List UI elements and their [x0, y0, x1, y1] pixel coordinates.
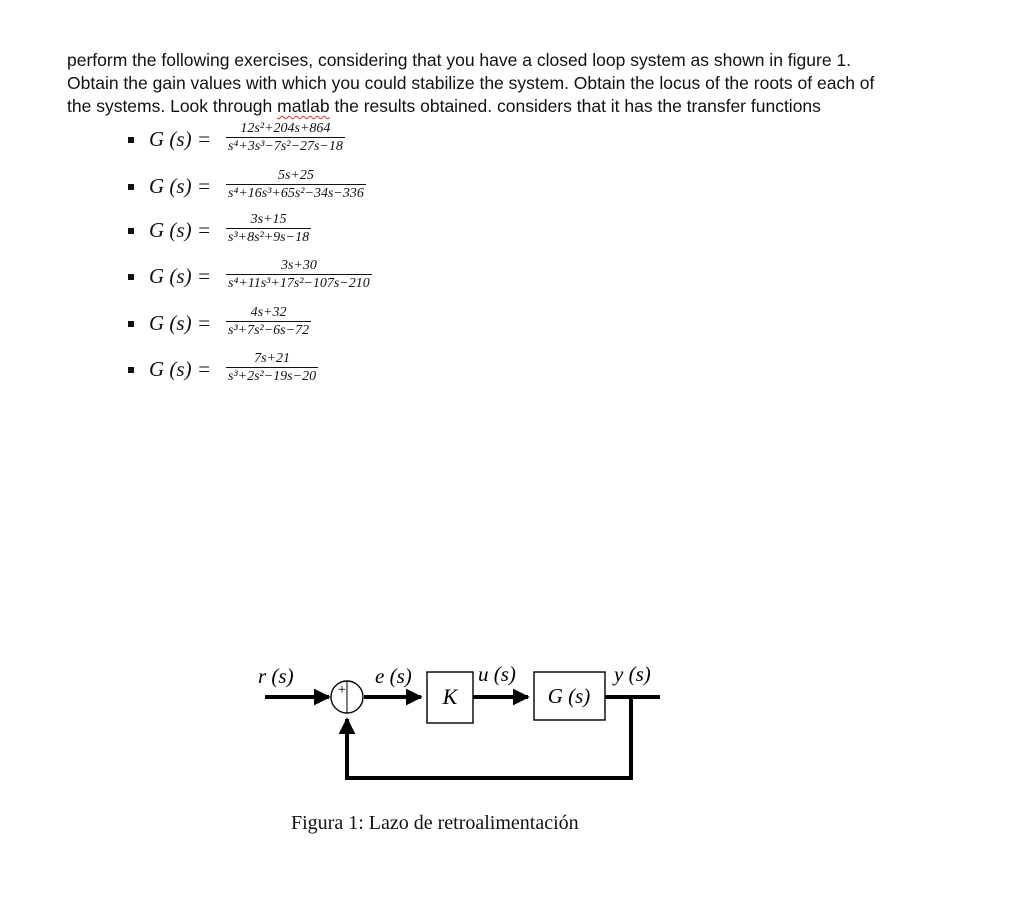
denominator: s³+8s²+9s−18 — [228, 230, 310, 245]
control-label: u (s) — [478, 662, 516, 686]
denominator: s³+7s²−6s−72 — [228, 323, 310, 338]
summing-sign: + — [337, 682, 347, 698]
denominator: s⁴+16s³+65s²−34s−336 — [228, 186, 364, 201]
numerator: 4s+32 — [250, 305, 287, 320]
transfer-function-lhs: G (s) = — [149, 357, 211, 381]
denominator: s⁴+11s³+17s²−107s−210 — [228, 276, 370, 291]
instructions-line-1: perform the following exercises, considering that you have a closed loop system as shown in figure 1. — [67, 50, 852, 70]
plant-label: G (s) — [547, 684, 591, 708]
transfer-function-lhs: G (s) = — [149, 127, 211, 151]
transfer-function-lhs: G (s) = — [149, 174, 211, 198]
numerator: 5s+25 — [277, 168, 314, 183]
numerator: 3s+15 — [250, 212, 287, 227]
transfer-function-lhs: G (s) = — [149, 218, 211, 242]
numerator: 7s+21 — [254, 351, 290, 366]
numerator: 3s+30 — [280, 258, 317, 273]
denominator: s⁴+3s³−7s²−27s−18 — [228, 139, 343, 154]
gain-label: K — [442, 684, 458, 709]
transfer-function-lhs: G (s) = — [149, 311, 211, 335]
spellcheck-flagged-word[interactable]: matlab — [277, 96, 330, 116]
instructions-line-2: Obtain the gain values with which you could stabilize the system. Obtain the locus of the roots of each of — [67, 73, 875, 93]
error-label: e (s) — [375, 664, 412, 688]
figure-caption: Figura 1: Lazo de retroalimentación — [291, 812, 579, 834]
instructions-line-3-start: the systems. Look through — [67, 96, 278, 116]
input-label: r (s) — [258, 664, 294, 688]
instructions-line-3-end: the results obtained. considers that it has the transfer functions — [329, 96, 821, 116]
denominator: s³+2s²−19s−20 — [228, 369, 317, 384]
output-label: y (s) — [614, 662, 651, 686]
numerator: 12s²+204s+864 — [240, 121, 331, 136]
transfer-function-lhs: G (s) = — [149, 264, 211, 288]
